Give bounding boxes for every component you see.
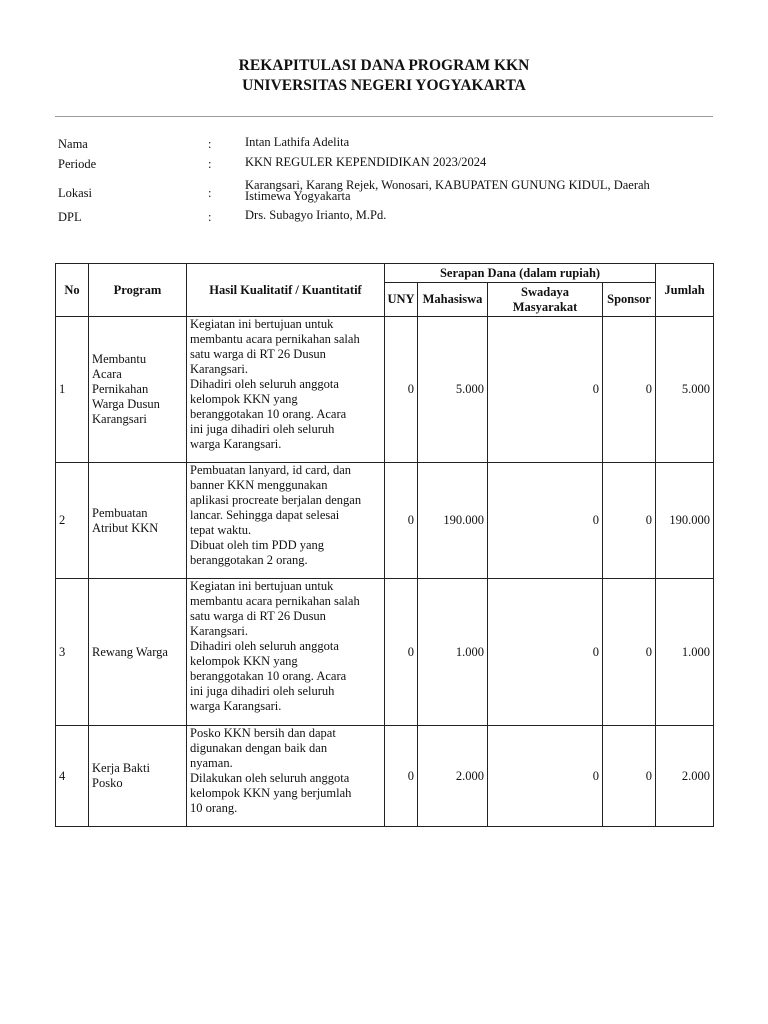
row-program — [89, 463, 187, 579]
row-uny: 0 — [385, 579, 418, 726]
divider — [55, 116, 713, 117]
program-line: Membantu — [92, 352, 147, 366]
periode-colon: : — [208, 157, 212, 171]
table-row — [56, 463, 714, 579]
row-no: 1 — [56, 317, 89, 463]
program-line: Acara — [92, 367, 122, 381]
lokasi-colon: : — [208, 186, 212, 200]
dpl-value: Drs. Subagyo Irianto, M.Pd. — [245, 208, 387, 222]
hasil-line: Pembuatan lanyard, id card, dan — [190, 463, 352, 477]
title-line-1: REKAPITULASI DANA PROGRAM KKN — [238, 57, 530, 74]
table-row — [56, 579, 714, 726]
nama-label: Nama — [58, 137, 88, 151]
dpl-colon: : — [208, 210, 212, 224]
hasil-line: Karangsari. — [190, 362, 248, 376]
hasil-line: Kegiatan ini bertujuan untuk — [190, 579, 334, 593]
row-hasil — [187, 317, 385, 463]
row-uny: 0 — [385, 317, 418, 463]
header-no: No — [56, 264, 89, 317]
program-line: Atribut KKN — [92, 520, 159, 535]
header-sponsor: Sponsor — [603, 283, 656, 317]
hasil-line: kelompok KKN yang — [190, 392, 298, 406]
lokasi-value-line-2: Istimewa Yogyakarta — [245, 189, 351, 203]
row-mahasiswa: 5.000 — [418, 317, 488, 463]
hasil-line: satu warga di RT 26 Dusun — [190, 609, 326, 623]
rekap-table — [55, 263, 714, 827]
header-jumlah: Jumlah — [656, 264, 714, 317]
program-line: Rewang Warga — [92, 644, 168, 659]
hasil-line: ini juga dihadiri oleh seluruh — [190, 422, 335, 436]
row-swadaya: 0 — [488, 726, 603, 827]
row-jumlah: 1.000 — [656, 579, 714, 726]
hasil-line: nyaman. — [190, 756, 233, 770]
program-line: Kerja Bakti — [92, 761, 150, 775]
row-hasil — [187, 579, 385, 726]
lokasi-value — [245, 180, 705, 202]
dpl-label: DPL — [58, 210, 82, 224]
hasil-line: warga Karangsari. — [190, 699, 282, 713]
row-hasil — [187, 463, 385, 579]
program-line: Pernikahan — [92, 382, 149, 396]
row-program — [89, 726, 187, 827]
header-hasil: Hasil Kualitatif / Kuantitatif — [187, 264, 385, 317]
header-swadaya — [488, 283, 603, 317]
title-line-2: UNIVERSITAS NEGERI YOGYAKARTA — [242, 77, 526, 94]
hasil-line: banner KKN menggunakan — [190, 478, 328, 492]
row-no: 2 — [56, 463, 89, 579]
table-row — [56, 317, 714, 463]
program-line: Pembuatan — [92, 505, 148, 520]
row-swadaya: 0 — [488, 463, 603, 579]
periode-label: Periode — [58, 157, 97, 171]
hasil-line: beranggotakan 10 orang. Acara — [190, 669, 347, 683]
row-mahasiswa: 2.000 — [418, 726, 488, 827]
periode-value: KKN REGULER KEPENDIDIKAN 2023/2024 — [245, 155, 487, 169]
hasil-line: satu warga di RT 26 Dusun — [190, 347, 326, 361]
hasil-line: kelompok KKN yang — [190, 654, 298, 668]
row-jumlah: 2.000 — [656, 726, 714, 827]
row-jumlah: 5.000 — [656, 317, 714, 463]
hasil-line: 10 orang. — [190, 801, 238, 815]
hasil-line: lancar. Sehingga dapat selesai — [190, 508, 340, 522]
hasil-line: Posko KKN bersih dan dapat — [190, 726, 336, 740]
nama-colon: : — [208, 137, 212, 151]
hasil-line: Dihadiri oleh seluruh anggota — [190, 639, 339, 653]
row-sponsor: 0 — [603, 726, 656, 827]
hasil-line: membantu acara pernikahan salah — [190, 332, 360, 346]
nama-value: Intan Lathifa Adelita — [245, 135, 350, 149]
row-program — [89, 317, 187, 463]
hasil-line: kelompok KKN yang berjumlah — [190, 786, 352, 800]
hasil-line: membantu acara pernikahan salah — [190, 594, 360, 608]
row-sponsor: 0 — [603, 463, 656, 579]
row-jumlah: 190.000 — [656, 463, 714, 579]
row-sponsor: 0 — [603, 317, 656, 463]
row-program — [89, 579, 187, 726]
hasil-line: warga Karangsari. — [190, 437, 282, 451]
hasil-line: Dihadiri oleh seluruh anggota — [190, 377, 339, 391]
row-uny: 0 — [385, 726, 418, 827]
hasil-line: Karangsari. — [190, 624, 248, 638]
hasil-line: Dilakukan oleh seluruh anggota — [190, 771, 350, 785]
lokasi-value-line-1: Karangsari, Karang Rejek, Wonosari, KABUPATEN GUNUNG KIDUL, Daerah — [245, 178, 650, 192]
row-mahasiswa: 190.000 — [418, 463, 488, 579]
row-mahasiswa: 1.000 — [418, 579, 488, 726]
hasil-line: aplikasi procreate berjalan dengan — [190, 493, 362, 507]
row-uny: 0 — [385, 463, 418, 579]
hasil-line: Kegiatan ini bertujuan untuk — [190, 317, 334, 331]
header-program: Program — [89, 264, 187, 317]
program-line: Karangsari — [92, 412, 147, 426]
header-uny: UNY — [385, 283, 418, 317]
row-no: 4 — [56, 726, 89, 827]
table-row — [56, 726, 714, 827]
hasil-line: beranggotakan 10 orang. Acara — [190, 407, 347, 421]
header-swadaya-line-2: Masyarakat — [512, 299, 578, 314]
document-title — [0, 56, 768, 96]
header-mahasiswa: Mahasiswa — [418, 283, 488, 317]
row-hasil — [187, 726, 385, 827]
row-swadaya: 0 — [488, 317, 603, 463]
hasil-line: ini juga dihadiri oleh seluruh — [190, 684, 335, 698]
row-sponsor: 0 — [603, 579, 656, 726]
header-serapan-dana: Serapan Dana (dalam rupiah) — [385, 264, 656, 283]
program-line: Posko — [92, 776, 123, 790]
hasil-line: digunakan dengan baik dan — [190, 741, 328, 755]
row-swadaya: 0 — [488, 579, 603, 726]
row-no: 3 — [56, 579, 89, 726]
hasil-line: Dibuat oleh tim PDD yang — [190, 538, 325, 552]
header-swadaya-line-1: Swadaya — [521, 284, 569, 299]
hasil-line: tepat waktu. — [190, 523, 252, 537]
hasil-line: beranggotakan 2 orang. — [190, 553, 308, 567]
program-line: Warga Dusun — [92, 397, 160, 411]
lokasi-label: Lokasi — [58, 186, 93, 200]
